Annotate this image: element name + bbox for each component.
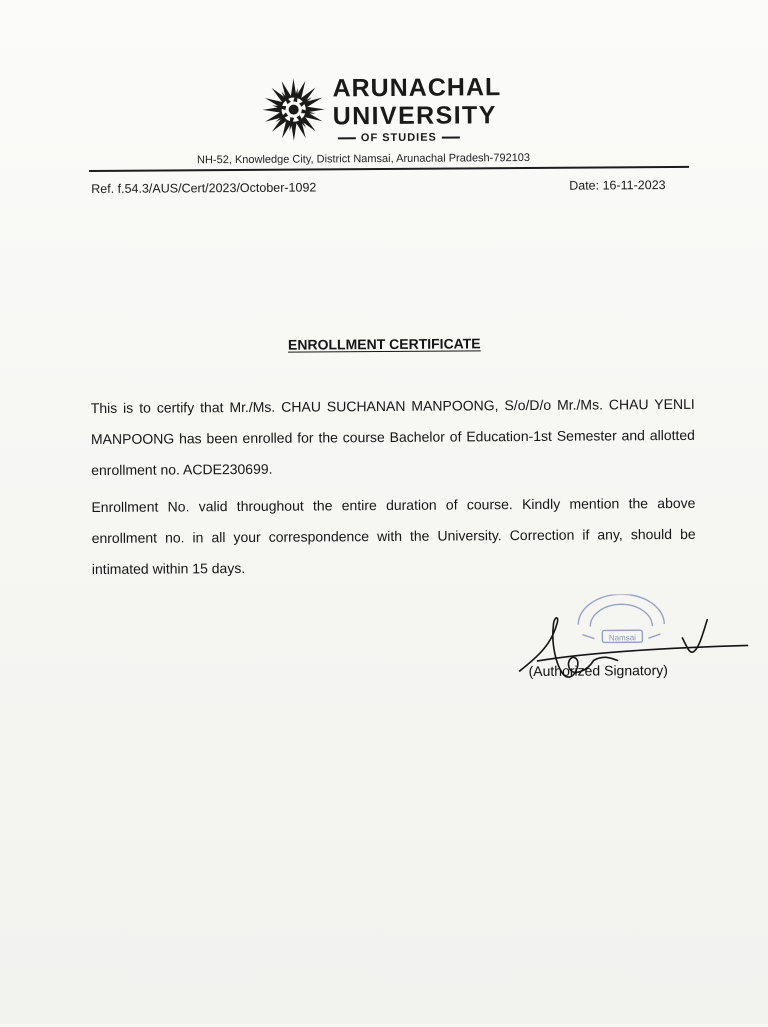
- stamp-text: Namsai: [608, 633, 636, 643]
- issue-date: Date: 16-11-2023: [569, 178, 666, 193]
- certificate-paragraph-2: Enrollment No. valid throughout the entire duration of course. Kindly mention the above enrollment no. in all your correspondence with the University. Correction if any, should be intimated within 15 days.: [91, 494, 696, 578]
- university-address: NH-52, Knowledge City, District Namsai, Arunachal Pradesh-792103: [196, 151, 531, 167]
- tagline-dash-right: [442, 137, 460, 139]
- header-divider: [89, 166, 689, 172]
- university-tagline-row: [333, 131, 465, 144]
- authorized-signatory-label: (Authorized Signatory): [528, 662, 668, 679]
- certificate-paragraph-1: This is to certify that Mr./Ms. CHAU SUCHANAN MANPOONG, S/o/D/o Mr./Ms. CHAU YENLI MANPOONG has been enrolled for the course Bachelor of Education-1st Semester and allotted enrollment no. ACDE230699.: [90, 395, 696, 479]
- certificate-title-text: ENROLLMENT CERTIFICATE: [287, 335, 481, 353]
- university-tagline: OF STUDIES: [360, 131, 437, 145]
- reference-number: Ref. f.54.3/AUS/Cert/2023/October-1092: [91, 180, 317, 197]
- sunburst-emblem-icon: [260, 76, 326, 142]
- university-name-line1: ARUNACHAL: [332, 73, 502, 103]
- certificate-title: [0, 333, 768, 354]
- university-name-line2: UNIVERSITY: [332, 101, 497, 131]
- university-logo: [260, 71, 531, 155]
- tagline-dash-left: [338, 137, 356, 139]
